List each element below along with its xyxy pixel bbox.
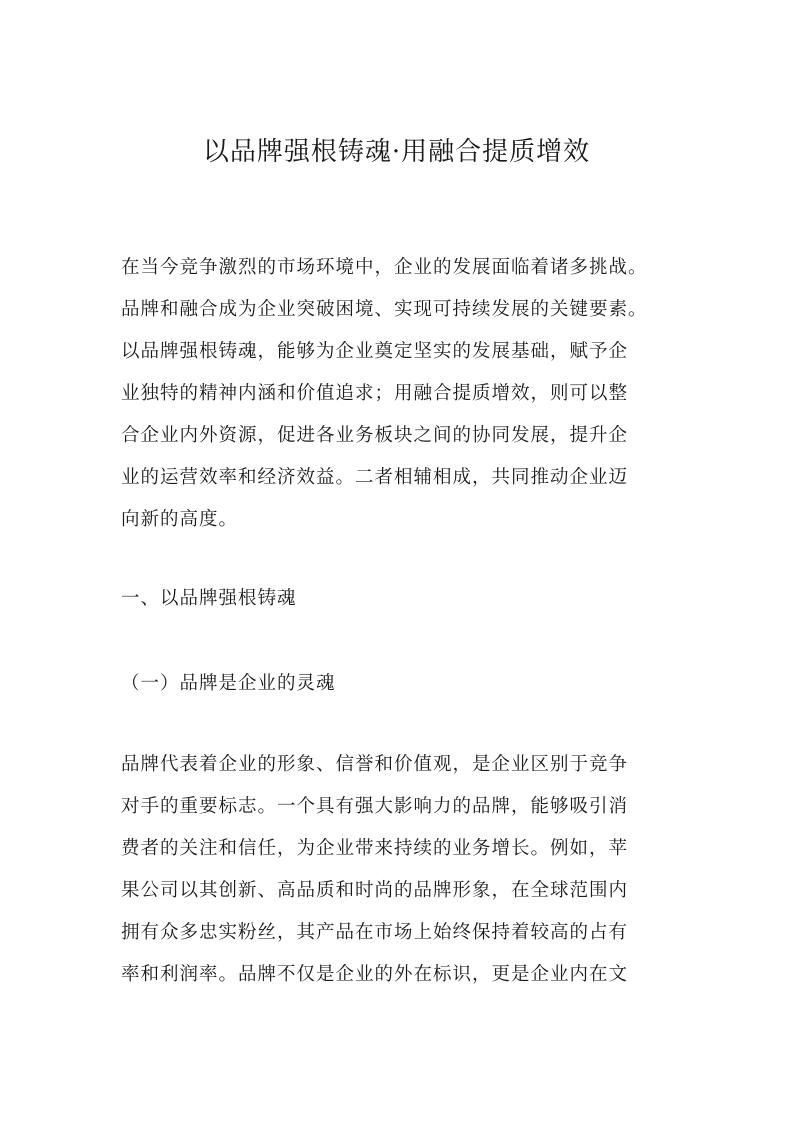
- paragraph-line: 品牌和融合成为企业突破困境、实现可持续发展的关键要素。: [121, 299, 648, 320]
- subsection-heading: （一）品牌是企业的灵魂: [121, 673, 336, 694]
- document-title: 以品牌强根铸魂·用融合提质增效: [202, 137, 591, 167]
- paragraph-line: 业的运营效率和经济效益。二者相辅相成，共同推动企业迈: [121, 467, 629, 488]
- paragraph-line: 在当今竞争激烈的市场环境中，企业的发展面临着诸多挑战。: [121, 257, 648, 278]
- paragraph-line: 以品牌强根铸魂，能够为企业奠定坚实的发展基础，赋予企: [121, 341, 629, 362]
- intro-paragraph: [121, 247, 721, 541]
- paragraph-line: 果公司以其创新、高品质和时尚的品牌形象，在全球范围内: [121, 880, 629, 901]
- paragraph-line: 业独特的精神内涵和价值追求；用融合提质增效，则可以整: [121, 383, 629, 404]
- section-heading: 一、以品牌强根铸魂: [121, 588, 297, 609]
- paragraph-line: 品牌代表着企业的形象、信誉和价值观，是企业区别于竞争: [121, 754, 629, 775]
- subsection-paragraph: [121, 744, 721, 996]
- paragraph-line: 合企业内外资源，促进各业务板块之间的协同发展，提升企: [121, 425, 629, 446]
- paragraph-line: 费者的关注和信任，为企业带来持续的业务增长。例如，苹: [121, 838, 629, 859]
- paragraph-line: 拥有众多忠实粉丝，其产品在市场上始终保持着较高的占有: [121, 922, 629, 943]
- paragraph-line: 向新的高度。: [121, 509, 239, 530]
- paragraph-line: 对手的重要标志。一个具有强大影响力的品牌，能够吸引消: [121, 796, 629, 817]
- paragraph-line: 率和利润率。品牌不仅是企业的外在标识，更是企业内在文: [121, 964, 629, 985]
